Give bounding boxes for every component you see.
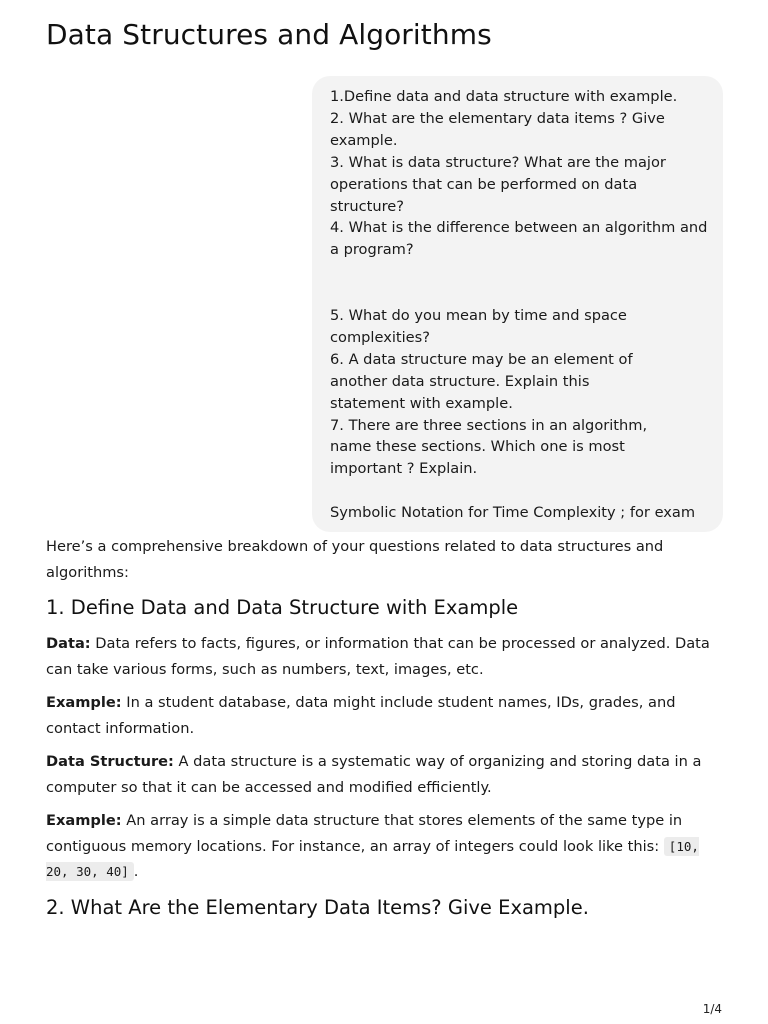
question-line: 6. A data structure may be an element of <box>330 350 633 368</box>
question-line: structure? <box>330 197 404 215</box>
question-line: 4. What is the difference between an algorithm and <box>330 219 708 237</box>
data-text: Data refers to facts, figures, or information that can be processed or analyzed. Data can take various forms, such as numbers, text, images, etc. <box>46 635 710 678</box>
data-definition <box>46 631 726 682</box>
inline-code: [10, 20, 30, 40] <box>46 838 699 879</box>
question-line: a program? <box>330 241 414 259</box>
blank-line <box>330 283 705 305</box>
section-heading-2: 2. What Are the Elementary Data Items? Give Example. <box>46 895 589 919</box>
answer-intro: Here’s a comprehensive breakdown of your questions related to data structures and algorithms: <box>46 538 664 581</box>
question-line: 1.Define data and data structure with example. <box>330 88 678 105</box>
data-label: Data: <box>46 635 91 652</box>
question-line: 5. What do you mean by time and space <box>330 307 627 325</box>
example-text: An array is a simple data structure that stores elements of the same type in contiguous memory locations. For instance, an array of integers could look like this: <box>46 812 683 855</box>
section-heading-1: 1. Define Data and Data Structure with Example <box>46 596 519 619</box>
question-line: 3. What is data structure? What are the major <box>330 153 666 171</box>
data-structure-text: A data structure is a systematic way of organizing and storing data in a computer so that it can be accessed and modified efficiently. <box>46 753 702 796</box>
question-line: 7. There are three sections in an algorithm, <box>330 416 648 434</box>
question-line: Symbolic Notation for Time Complexity ; for exam <box>330 504 696 522</box>
blank-line <box>330 261 705 283</box>
example-text: In a student database, data might include student names, IDs, grades, and contact information. <box>46 694 676 737</box>
page-number: 1/4 <box>702 1002 722 1016</box>
data-structure-label: Data Structure: <box>46 753 174 770</box>
question-line: 2. What are the elementary data items ? Give <box>330 109 665 127</box>
user-question-bubble <box>312 76 723 532</box>
answer-body <box>46 534 726 931</box>
question-line: complexities? <box>330 328 431 346</box>
page-title: Data Structures and Algorithms <box>46 18 492 51</box>
blank-line <box>330 480 705 502</box>
example-end: . <box>133 863 139 880</box>
array-example <box>46 808 726 885</box>
example-label: Example: <box>46 812 122 829</box>
question-line: name these sections. Which one is most <box>330 438 625 456</box>
question-line: example. <box>330 131 398 149</box>
data-structure-definition <box>46 749 726 800</box>
data-example <box>46 690 726 741</box>
question-line: important ? Explain. <box>330 460 478 478</box>
question-line: operations that can be performed on data <box>330 175 638 193</box>
question-line: statement with example. <box>330 394 513 412</box>
question-line: another data structure. Explain this <box>330 372 590 390</box>
example-label: Example: <box>46 694 122 711</box>
